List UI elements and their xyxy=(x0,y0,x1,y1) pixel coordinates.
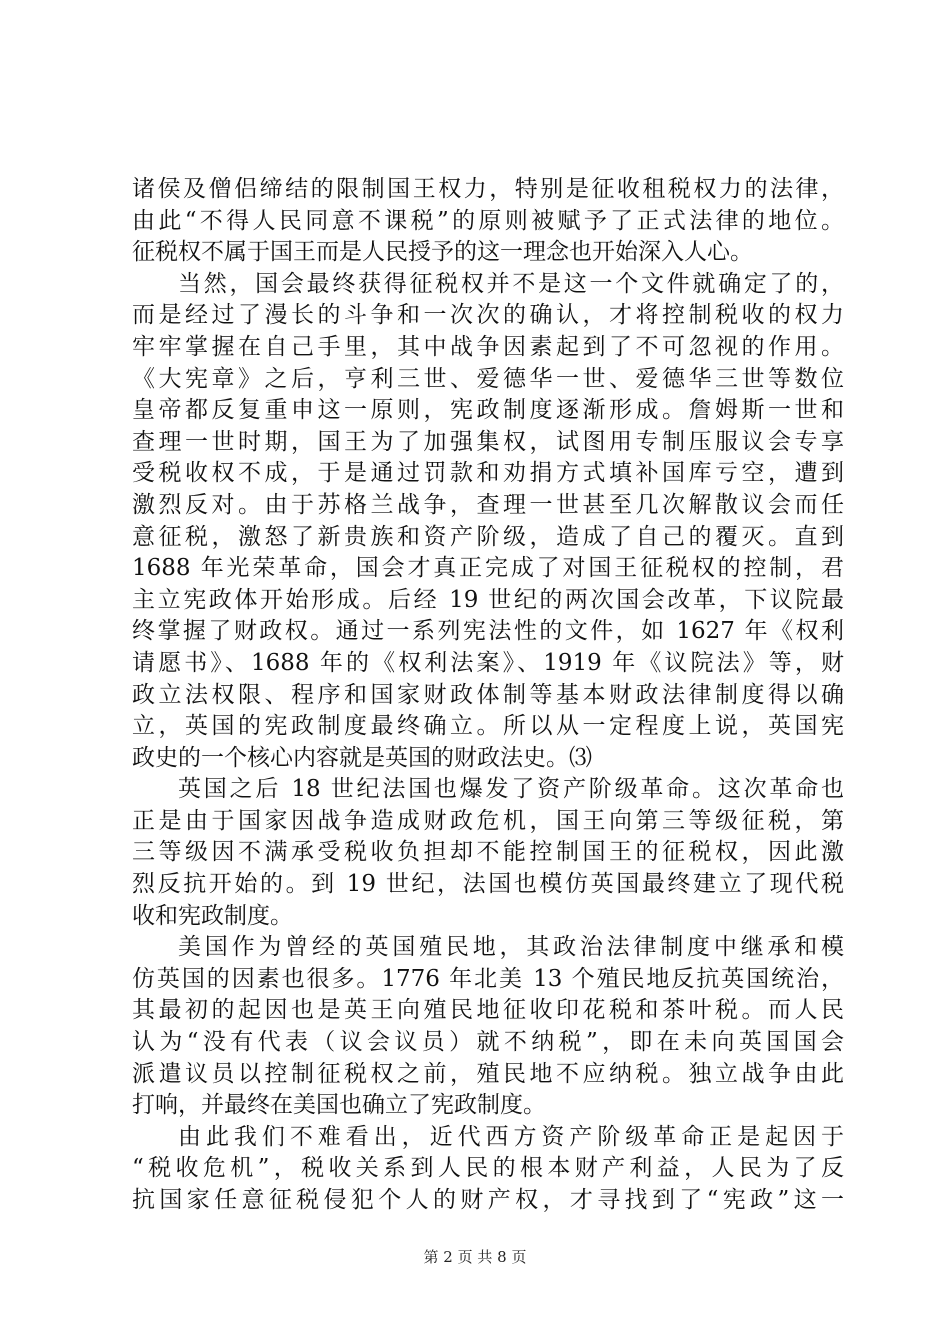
text-line: 《大宪章》之后，亨利三世、爱德华一世、爱德华三世等数位 xyxy=(132,365,844,392)
text-line: 仿英国的因素也很多。1776 年北美 13 个殖民地反抗英国统治， xyxy=(132,965,844,992)
text-line: 立，英国的宪政制度最终确立。所以从一定程度上说，英国宪 xyxy=(132,713,844,740)
text-line: 意征税，激怒了新贵族和资产阶级，造成了自己的覆灭。直到 xyxy=(132,523,844,550)
text-line: 而是经过了漫长的斗争和一次次的确认，才将控制税收的权力 xyxy=(132,302,844,329)
paragraph-2 xyxy=(132,269,844,775)
text-line: 三等级因不满承受税收负担却不能控制国王的征税权，因此激 xyxy=(132,839,844,866)
text-line: 牢牢掌握在自己手里，其中战争因素起到了不可忽视的作用。 xyxy=(132,333,844,360)
text-line: 抗国家任意征税侵犯个人的财产权，才寻找到了“宪政”这一 xyxy=(132,1187,844,1213)
text-line: 皇帝都反复重申这一原则，宪政制度逐渐形成。詹姆斯一世和 xyxy=(132,397,844,424)
text-line: 政立法权限、程序和国家财政体制等基本财政法律制度得以确 xyxy=(132,681,844,708)
text-line: 主立宪政体开始形成。后经 19 世纪的两次国会改革，下议院最 xyxy=(132,586,844,613)
text-line: 终掌握了财政权。通过一系列宪法性的文件，如 1627 年《权利 xyxy=(132,618,844,645)
text-line: 查理一世时期，国王为了加强集权，试图用专制压服议会专享 xyxy=(132,428,844,455)
text-line: “税收危机”，税收关系到人民的根本财产利益，人民为了反 xyxy=(132,1155,844,1182)
text-line: 激烈反对。由于苏格兰战争，查理一世甚至几次解散议会而任 xyxy=(132,491,844,518)
paragraph-1 xyxy=(132,174,844,269)
text-line: 其最初的起因也是英王向殖民地征收印花税和茶叶税。而人民 xyxy=(132,997,844,1024)
text-line: 当然，国会最终获得征税权并不是这一个文件就确定了的， xyxy=(178,270,844,297)
text-line: 英国之后 18 世纪法国也爆发了资产阶级革命。这次革命也 xyxy=(178,776,844,803)
text-line: 美国作为曾经的英国殖民地，其政治法律制度中继承和模 xyxy=(178,934,844,961)
text-line: 由此我们不难看出，近代西方资产阶级革命正是起因于 xyxy=(178,1123,844,1150)
text-line: 由此“不得人民同意不课税”的原则被赋予了正式法律的地位。 xyxy=(132,207,844,234)
text-line: 诸侯及僧侣缔结的限制国王权力，特别是征收租税权力的法律， xyxy=(132,176,844,202)
text-line: 征税权不属于国王而是人民授予的这一理念也开始深入人心。 xyxy=(132,239,753,266)
document-body xyxy=(132,174,844,1217)
text-line: 请愿书》、1688 年的《权利法案》、1919 年《议院法》等，财 xyxy=(132,649,844,676)
text-line: 受税收权不成，于是通过罚款和劝捐方式填补国库亏空，遭到 xyxy=(132,460,844,487)
text-line: 1688 年光荣革命，国会才真正完成了对国王征税权的控制，君 xyxy=(132,555,844,582)
paragraph-4 xyxy=(132,932,844,1122)
text-line: 收和宪政制度。 xyxy=(132,902,293,929)
text-line: 政史的一个核心内容就是英国的财政法史。⑶ xyxy=(132,744,592,771)
text-line: 烈反抗开始的。到 19 世纪，法国也模仿英国最终建立了现代税 xyxy=(132,871,844,898)
paragraph-5 xyxy=(132,1122,844,1217)
text-line: 打响，并最终在美国也确立了宪政制度。 xyxy=(132,1092,546,1119)
page-number-footer: 第 2 页 共 8 页 xyxy=(423,1248,527,1266)
text-line: 认为“没有代表（议会议员）就不纳税”，即在未向英国国会 xyxy=(132,1029,844,1056)
text-line: 正是由于国家因战争造成财政危机，国王向第三等级征税，第 xyxy=(132,807,844,834)
text-line: 派遣议员以控制征税权之前，殖民地不应纳税。独立战争由此 xyxy=(132,1060,844,1087)
paragraph-3 xyxy=(132,774,844,932)
